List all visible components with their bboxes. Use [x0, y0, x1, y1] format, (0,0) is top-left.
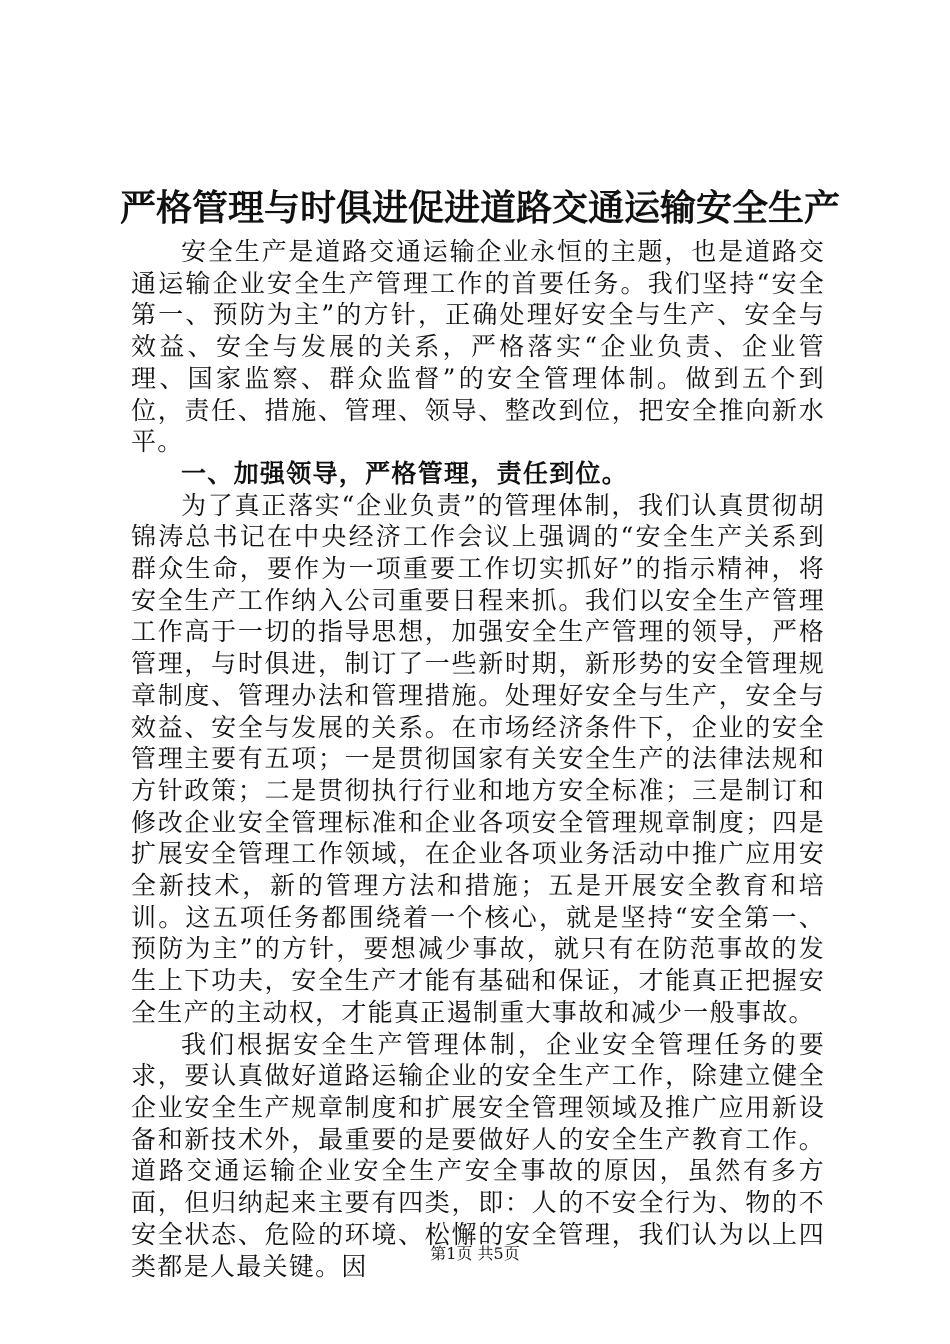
page-number-footer: 第1页 共5页 — [430, 1244, 520, 1263]
document-title: 严格管理与时俱进促进道路交通运输安全生产 — [120, 187, 841, 229]
section-heading: 一、加强领导，严格管理，责任到位。 — [181, 458, 629, 488]
paragraph-intro: 安全生产是道路交通运输企业永恒的主题，也是道路交通运输企业安全生产管理工作的首要任务。我们坚持“安全第一、预防为主”的方针，正确处理好安全与生产、安全与效益、安全与发展的关系，严格落实“企业负责、企业管理、国家监察、群众监督”的安全管理体制。做到五个到位，责任、措施、管理、领导、整改到位，把安全推向新水平。 — [131, 237, 825, 457]
paragraph-leadership: 为了真正落实“企业负责”的管理体制，我们认真贯彻胡锦涛总书记在中央经济工作会议上强调的“安全生产关系到群众生命，要作为一项重要工作切实抓好”的指示精神，将安全生产工作纳入公司重要日程来抓。我们以安全生产管理工作高于一切的指导思想，加强安全生产管理的领导，严格管理，与时俱进，制订了一些新时期，新形势的安全管理规章制度、管理办法和管理措施。处理好安全与生产，安全与效益、安全与发展的关系。在市场经济条件下，企业的安全管理主要有五项；一是贯彻国家有关安全生产的法律法规和方针政策；二是贯彻执行行业和地方安全标准；三是制订和修改企业安全管理标准和企业各项安全管理规章制度；四是扩展安全管理工作领域，在企业各项业务活动中推广应用安全新技术，新的管理方法和措施；五是开展安全教育和培训。这五项任务都围绕着一个核心，就是坚持“安全第一、预防为主”的方针，要想减少事故，就只有在防范事故的发生上下功夫，安全生产才能有基础和保证，才能真正把握安全生产的主动权，才能真正遏制重大事故和减少一般事故。 — [131, 490, 825, 1027]
document-body — [131, 236, 825, 1282]
paragraph-education: 我们根据安全生产管理体制，企业安全管理任务的要求，要认真做好道路运输企业的安全生产工作，除建立健全企业安全生产规章制度和扩展安全管理领域及推广应用新设备和新技术外，最重要的是要做好人的安全生产教育工作。道路交通运输企业安全生产安全事故的原因，虽然有多方面，但归纳起来主要有四类，即：人的不安全行为、物的不安全状态、危险的环境、松懈的安全管理，我们认为以上四类都是人最关键。因 — [131, 1029, 825, 1281]
